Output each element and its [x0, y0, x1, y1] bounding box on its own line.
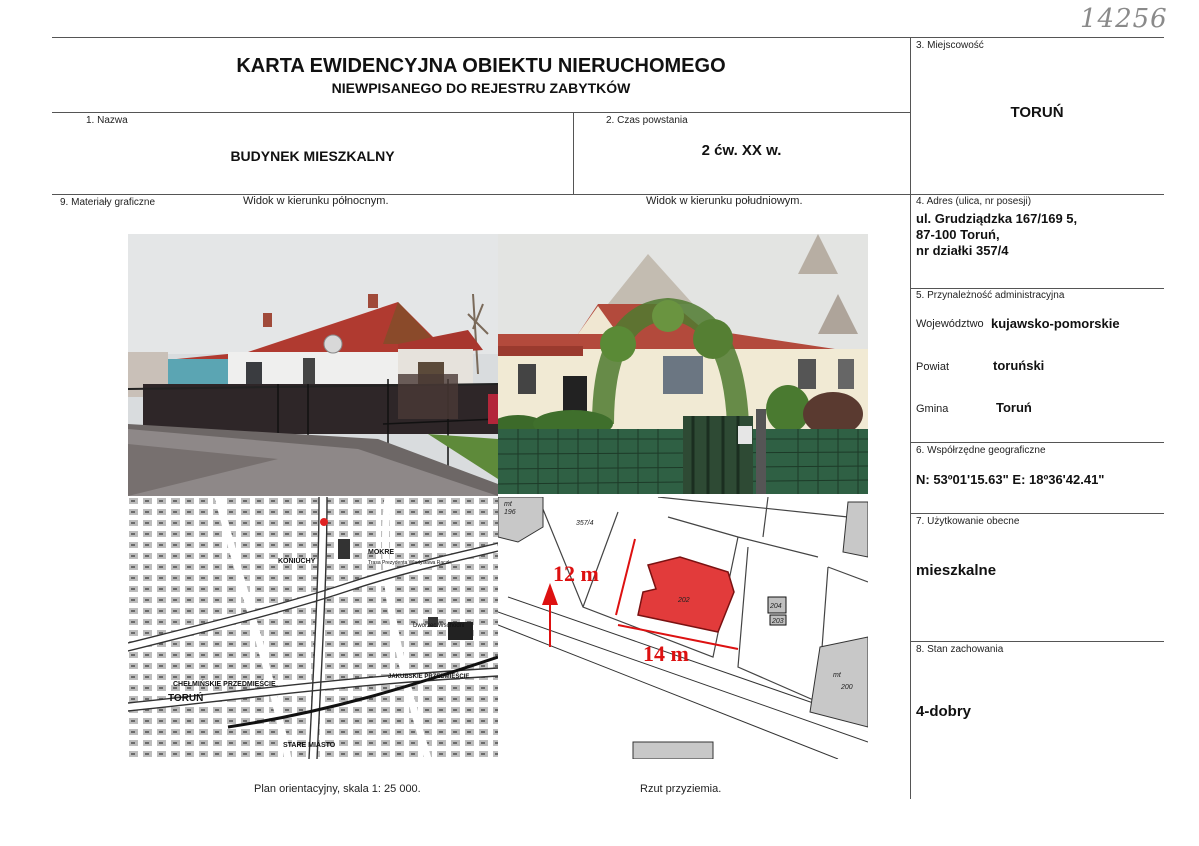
photo-north-view: [128, 234, 498, 496]
header-bottom-line: [52, 112, 910, 113]
plan-dim-width: 14 m: [643, 641, 689, 666]
map-label-koniuchy: KONIUCHY: [278, 558, 316, 565]
usage-label: 7. Użytkowanie obecne: [916, 516, 1020, 527]
county-label: Powiat: [916, 361, 950, 373]
locality-label: 3. Miejscowość: [916, 40, 984, 51]
period-value: 2 ćw. XX w.: [701, 142, 782, 159]
plan-label-196: 196: [504, 509, 516, 516]
coords-value: N: 53º01'15.63" E: 18º36'42.41": [916, 472, 1105, 487]
row-line-5: [910, 641, 1164, 642]
plan-label-parcel: 357/4: [576, 520, 594, 527]
page-subtitle: NIEWPISANEGO DO REJESTRU ZABYTKÓW: [331, 80, 631, 96]
address-line-1: ul. Grudziądzka 167/169 5,: [916, 211, 1078, 226]
plan-label-mt196: mt: [504, 501, 512, 508]
orientation-map: [128, 497, 498, 759]
map-label-street: Trasa Prezydenta Władysława Raczk.: [368, 560, 453, 566]
plan-dim-height: 12 m: [553, 561, 599, 586]
map-label-chelminskie: CHEŁMIŃSKIE PRZEDMIEŚCIE: [173, 681, 276, 688]
plan-label-mt200: mt: [833, 672, 841, 679]
map-label-jakubskie: JAKUBSKIE PRZEDMIEŚCIE: [388, 674, 470, 680]
commune-value: Toruń: [996, 400, 1032, 415]
voivodeship-value: kujawsko-pomorskie: [991, 316, 1120, 331]
voivodeship-label: Województwo: [916, 318, 984, 330]
county-value: toruński: [993, 358, 1045, 373]
caption-plan: Rzut przyziemia.: [640, 783, 722, 795]
map-label-stare-miasto: STARE MIASTO: [283, 742, 336, 749]
ground-floor-plan: [498, 497, 868, 759]
usage-value: mieszkalne: [916, 562, 997, 579]
address-line-3: nr działki 357/4: [916, 243, 1009, 258]
row-line-3: [910, 442, 1164, 443]
period-label: 2. Czas powstania: [606, 115, 688, 126]
condition-label: 8. Stan zachowania: [916, 644, 1004, 655]
graphics-label: 9. Materiały graficzne: [60, 197, 156, 208]
caption-south: Widok w kierunku południowym.: [646, 195, 803, 207]
caption-north: Widok w kierunku północnym.: [243, 195, 389, 207]
frame-top-line: [52, 37, 1164, 38]
frame-divider-right: [910, 37, 911, 799]
plan-label-202: 202: [678, 597, 690, 604]
admin-label: 5. Przynależność administracyjna: [916, 290, 1065, 301]
plan-label-200: 200: [841, 684, 853, 691]
row-line-1: [52, 194, 1164, 195]
map-label-torun: TORUŃ: [168, 693, 204, 704]
row-line-2: [910, 288, 1164, 289]
locality-value: TORUŃ: [1010, 104, 1064, 121]
stamp-number: 14256: [1080, 4, 1168, 34]
name-value: BUDYNEK MIESZKALNY: [230, 148, 395, 164]
plan-label-203: 203: [772, 618, 784, 625]
map-label-mokre: MOKRE: [368, 549, 395, 556]
condition-value: 4-dobry: [916, 703, 972, 720]
commune-label: Gmina: [916, 403, 949, 415]
name-label: 1. Nazwa: [86, 115, 128, 126]
caption-map: Plan orientacyjny, skala 1: 25 000.: [254, 783, 421, 795]
page-title: KARTA EWIDENCYJNA OBIEKTU NIERUCHOMEGO: [236, 55, 726, 77]
photo-south-view: [498, 234, 868, 494]
address-label: 4. Adres (ulica, nr posesji): [916, 196, 1032, 207]
row-line-4: [910, 513, 1164, 514]
address-line-2: 87-100 Toruń,: [916, 227, 1000, 242]
coords-label: 6. Współrzędne geograficzne: [916, 445, 1046, 456]
map-label-dworzec: Dworzec Wschodni: [413, 623, 465, 629]
plan-label-204: 204: [770, 603, 782, 610]
